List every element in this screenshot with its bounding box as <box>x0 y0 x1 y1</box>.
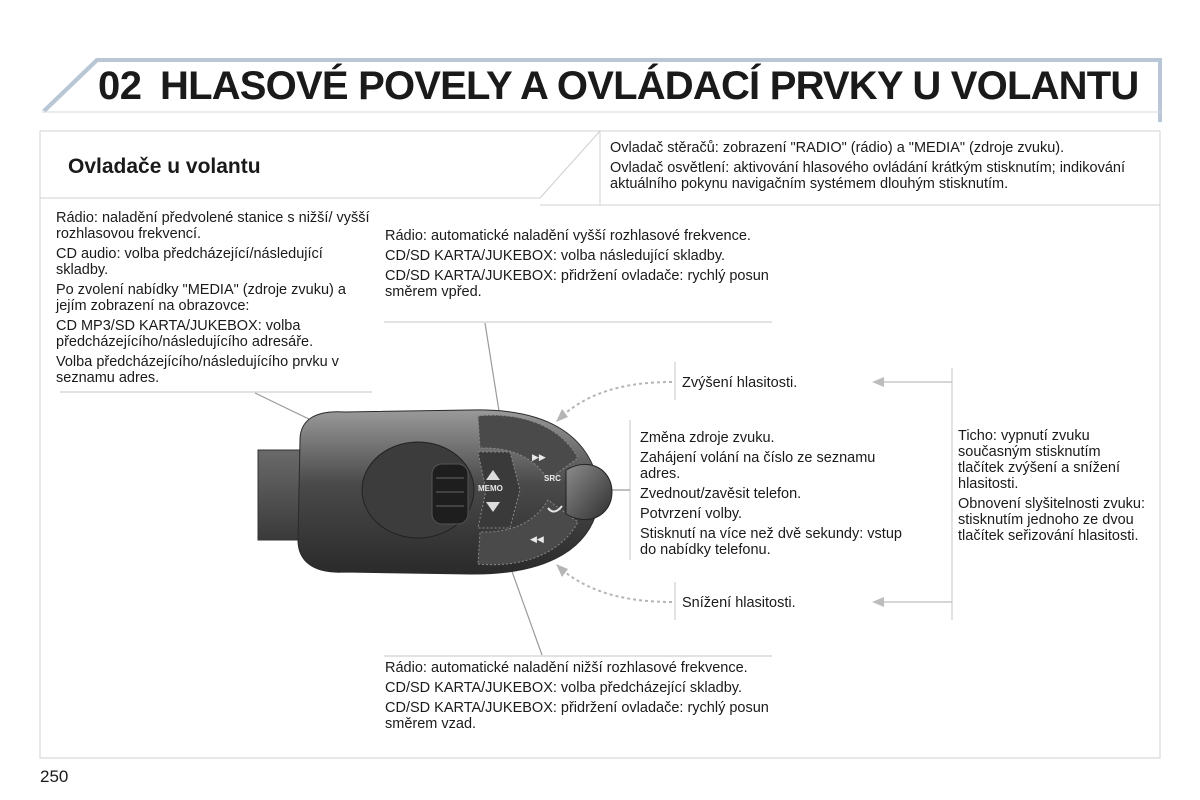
lighting-control-note: Ovladač osvětlení: aktivování hlasového ovládání krátkým stisknutím; indikování aktuálního pokynu navigačním systémem dlouhým stisknutím. <box>610 160 1126 192</box>
callout-left-item: Rádio: naladění předvolené stanice s nižší/ vyšší rozhlasovou frekvencí. <box>56 210 370 242</box>
callout-center-item: Zahájení volání na číslo ze seznamu adres. <box>640 450 876 482</box>
callout-bottom-item: CD/SD KARTA/JUKEBOX: přidržení ovladače: rychlý posun směrem vzad. <box>385 700 769 732</box>
callout-top-item: CD/SD KARTA/JUKEBOX: volba následující skladby. <box>385 248 726 264</box>
callout-right <box>958 428 1148 548</box>
chapter-number: 02 <box>98 64 142 108</box>
callout-volume-down: Snížení hlasitosti. <box>682 595 796 611</box>
callout-top-item: Rádio: automatické naladění vyšší rozhlasové frekvence. <box>385 228 751 244</box>
callout-right-item: Obnovení slyšitelnosti zvuku: stisknutím jednoho ze dvou tlačítek seřizování hlasitosti. <box>958 496 1145 544</box>
callout-left-item: CD MP3/SD KARTA/JUKEBOX: volba předcházejícího/následujícího adresáře. <box>56 318 314 350</box>
callout-center-item: Zvednout/zavěsit telefon. <box>640 486 802 502</box>
callout-bottom-item: Rádio: automatické naladění nižší rozhlasové frekvence. <box>385 660 748 676</box>
page-number: 250 <box>40 767 69 786</box>
steering-control-illustration <box>258 410 612 574</box>
page-title: HLASOVÉ POVELY A OVLÁDACÍ PRVKY U VOLANTU <box>160 64 1139 108</box>
callout-center <box>640 430 910 562</box>
callout-top-item: CD/SD KARTA/JUKEBOX: přidržení ovladače: rychlý posun směrem vpřed. <box>385 268 769 300</box>
callout-left-item: Po zvolení nabídky "MEDIA" (zdroje zvuku) a jejím zobrazení na obrazovce: <box>56 282 346 314</box>
callout-left-item: Volba předcházejícího/následujícího prvku v seznamu adres. <box>56 354 339 386</box>
callout-bottom <box>385 660 785 736</box>
memo-label: MEMO <box>478 484 503 493</box>
callout-left <box>56 210 378 390</box>
callout-center-item: Změna zdroje zvuku. <box>640 430 775 446</box>
callout-center-item: Potvrzení volby. <box>640 506 743 522</box>
callout-center-item: Stisknutí na více než dvě sekundy: vstup do nabídky telefonu. <box>640 526 902 558</box>
callout-volume-up: Zvýšení hlasitosti. <box>682 375 798 391</box>
src-label: SRC <box>544 474 561 483</box>
wiper-control-note: Ovladač stěračů: zobrazení "RADIO" (rádio) a "MEDIA" (zdroje zvuku). <box>610 140 1065 156</box>
forward-icon: ▶▶ <box>532 452 546 462</box>
rewind-icon: ◀◀ <box>530 534 544 544</box>
callout-top <box>385 228 770 304</box>
top-right-notes <box>610 140 1150 196</box>
callout-right-item: Ticho: vypnutí zvuku současným stisknutím tlačítek zvýšení a snížení hlasitosti. <box>958 428 1120 492</box>
callout-left-item: CD audio: volba předcházející/následující skladby. <box>56 246 323 278</box>
section-title: Ovladače u volantu <box>68 155 261 178</box>
callout-bottom-item: CD/SD KARTA/JUKEBOX: volba předcházející skladby. <box>385 680 742 696</box>
